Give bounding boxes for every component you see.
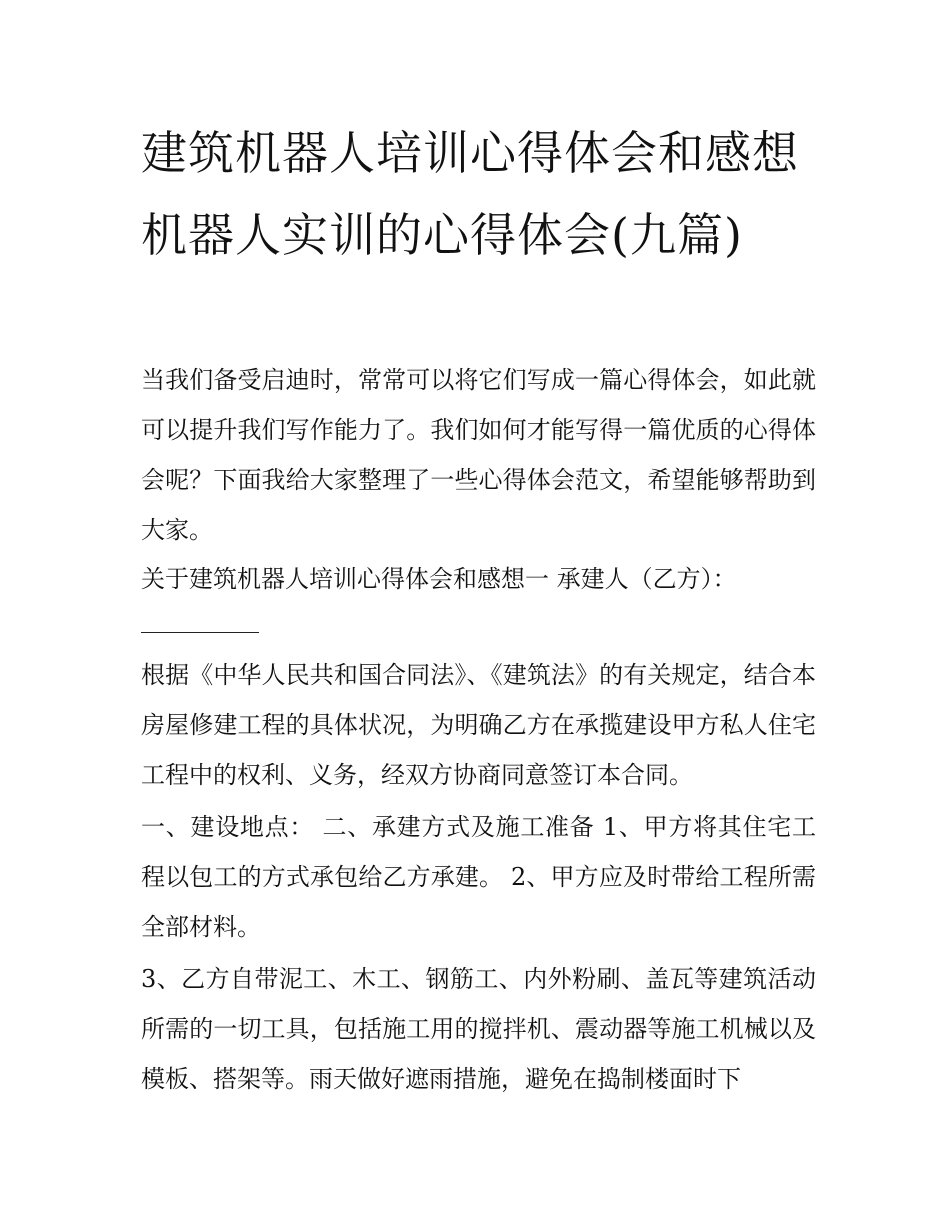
blank-underline [141, 632, 259, 633]
construction-terms-paragraph: 一、建设地点： 二、承建方式及施工准备 1、甲方将其住宅工程以包工的方式承包给乙方承建。 2、甲方应及时带给工程所需全部材料。 [141, 813, 816, 941]
document-title: 建筑机器人培训心得体会和感想 机器人实训的心得体会(九篇) [141, 126, 799, 262]
tools-paragraph: 3、乙方自带泥工、木工、钢筋工、内外粉刷、盖瓦等建筑活动所需的一切工具，包括施工用的搅拌机、震动器等施工机械以及模板、搭架等。雨天做好遮雨措施，避免在捣制楼面时下 [141, 965, 816, 1093]
intro-paragraph: 当我们备受启迪时，常常可以将它们写成一篇心得体会，如此就可以提升我们写作能力了。我们如何才能写得一篇优质的心得体会呢？下面我给大家整理了一些心得体会范文，希望能够帮助到大家。 [141, 366, 816, 544]
section-heading-paragraph: 关于建筑机器人培训心得体会和感想一 承建人（乙方）： [141, 565, 737, 593]
contract-basis-paragraph: 根据《中华人民共和国合同法》、《建筑法》的有关规定，结合本房屋修建工程的具体状况，为明确乙方在承揽建设甲方私人住宅工程中的权利、义务，经双方协商同意签订本合同。 [141, 661, 816, 789]
